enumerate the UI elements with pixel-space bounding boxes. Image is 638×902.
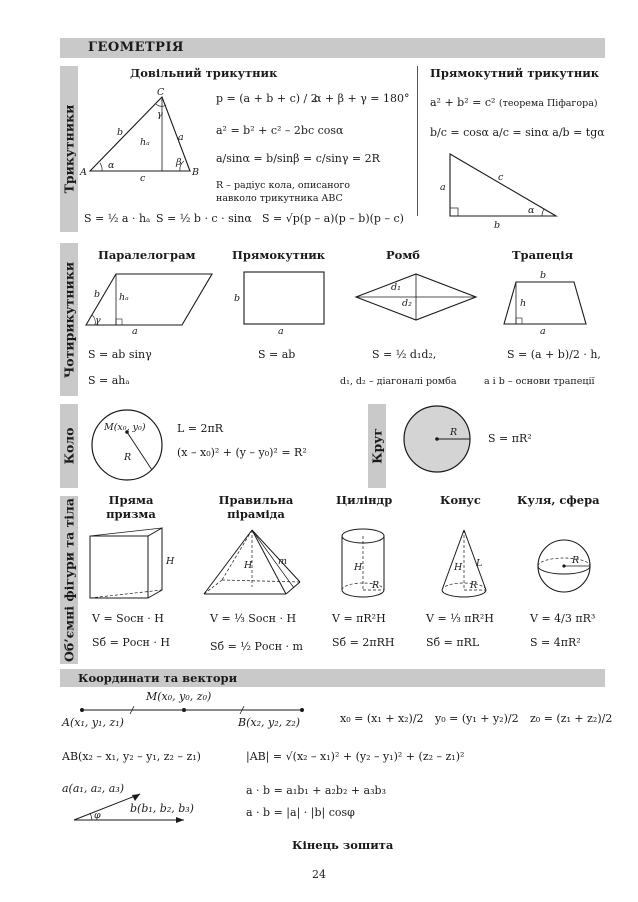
rectangle-title: Прямокутник	[232, 248, 326, 262]
prism-lateral-area: Sб = Pосн · H	[92, 636, 170, 649]
svg-text:hₐ: hₐ	[140, 137, 150, 148]
formula-midpoint-x: x₀ = (x₁ + x₂)/2	[340, 712, 424, 725]
svg-text:H: H	[354, 562, 363, 573]
svg-text:a: a	[540, 326, 546, 337]
formula-area-height: S = ½ a · hₐ	[84, 212, 151, 225]
midpoint-label: M(x₀, y₀, z₀)	[146, 690, 212, 703]
prism-volume: V = Sосн · H	[92, 612, 164, 625]
circle-center-label: M(x₀, y₀)	[104, 422, 146, 433]
svg-text:c: c	[140, 173, 146, 184]
svg-text:c: c	[498, 172, 504, 183]
point-a-label: A(x₁, y₁, z₁)	[62, 716, 124, 729]
cylinder-title: Циліндр	[336, 493, 393, 507]
formula-vector-length: |AB| = √(x₂ – x₁)² + (y₂ – y₁)² + (z₂ – z₁)²	[246, 750, 465, 763]
section-header-coordinates	[60, 669, 605, 687]
svg-text:β: β	[176, 157, 182, 168]
pyramid-lateral-area: Sб = ½ Pосн · m	[210, 640, 303, 653]
trapezoid-note: a і b – основи трапеції	[484, 376, 595, 387]
pyramid-title-1: Правильна	[218, 493, 294, 507]
pyramid-volume: V = ⅓ Sосн · H	[210, 612, 297, 625]
formula-dot-product-coords: a · b = a₁b₁ + a₂b₂ + a₃b₃	[246, 784, 386, 797]
formula-angle-sum: α + β + γ = 180°	[314, 92, 410, 105]
sidebar-disk	[368, 404, 386, 488]
rectangle-formula: S = ab	[258, 348, 296, 361]
svg-text:d₁: d₁	[391, 282, 401, 293]
pyramid-title-2: піраміда	[227, 507, 285, 521]
svg-text:C: C	[157, 87, 165, 98]
sidebar-label: Чотирикутники	[61, 261, 77, 378]
formula-area-sine: S = ½ b · c · sinα	[156, 212, 252, 225]
sidebar-triangles	[60, 66, 78, 232]
svg-text:γ: γ	[95, 315, 101, 326]
svg-text:α: α	[528, 205, 535, 216]
svg-text:m: m	[278, 556, 288, 567]
right-triangle-figure	[440, 150, 570, 231]
trapezoid-title: Трапеція	[512, 248, 574, 262]
rectangle-figure	[234, 272, 330, 337]
cone-figure	[440, 528, 490, 600]
circle-equation: (x – x₀)² + (y – y₀)² = R²	[177, 446, 307, 459]
trapezoid-figure	[500, 270, 590, 340]
svg-text:a: a	[178, 132, 184, 143]
svg-text:R: R	[372, 580, 380, 591]
page-number: 24	[312, 868, 326, 881]
parallelogram-figure	[86, 270, 216, 340]
sphere-figure	[536, 538, 596, 598]
section-header-geometry	[60, 38, 605, 58]
vector-b-label: b(b₁, b₂, b₃)	[130, 802, 194, 815]
formula-dot-product-angle: a · b = |a| · |b| cosφ	[246, 806, 355, 819]
parallelogram-formula-height: S = ahₐ	[88, 374, 130, 387]
sidebar-label: Круг	[369, 428, 385, 464]
sidebar-solids	[60, 496, 78, 664]
svg-text:R: R	[470, 580, 478, 591]
svg-text:R: R	[572, 555, 580, 566]
formula-trig-ratios: b/c = cosα a/c = sinα a/b = tgα	[430, 126, 605, 139]
cone-volume: V = ⅓ πR²H	[426, 612, 494, 625]
sidebar-label: Трикутники	[61, 104, 77, 194]
formula-midpoint-y: y₀ = (y₁ + y₂)/2	[435, 712, 519, 725]
svg-text:b: b	[494, 220, 501, 231]
svg-text:h: h	[520, 298, 527, 309]
cylinder-volume: V = πR²H	[332, 612, 386, 625]
formula-vector-coords: AB(x₂ – x₁, y₂ – y₁, z₂ – z₁)	[62, 750, 201, 763]
coords-title: Координати та вектори	[78, 671, 238, 685]
circle-radius-label: R	[124, 452, 132, 463]
svg-text:b: b	[117, 127, 124, 138]
pythagoras-note: (теорема Піфагора)	[498, 98, 598, 109]
svg-text:α: α	[108, 160, 115, 171]
vector-a-label: a(a₁, a₂, a₃)	[62, 782, 125, 795]
rhombus-formula: S = ½ d₁d₂,	[372, 348, 437, 361]
svg-text:L: L	[476, 558, 483, 569]
trapezoid-formula: S = (a + b)/2 · h,	[507, 348, 601, 361]
formula-law-of-sines: a/sinα = b/sinβ = c/sinγ = 2R	[216, 152, 380, 165]
formula-midpoint-z: z₀ = (z₁ + z₂)/2	[530, 712, 613, 725]
general-triangle-figure	[80, 85, 210, 185]
header-title: ГЕОМЕТРІЯ	[88, 40, 185, 55]
svg-text:b: b	[94, 289, 101, 300]
sphere-volume: V = 4/3 πR³	[530, 612, 596, 625]
svg-text:a: a	[278, 326, 284, 337]
svg-text:a: a	[440, 182, 446, 193]
parallelogram-title: Паралелограм	[98, 248, 196, 262]
general-triangle-title: Довільний трикутник	[130, 66, 278, 80]
svg-text:b: b	[540, 270, 547, 281]
cylinder-lateral-area: Sб = 2πRH	[332, 636, 395, 649]
svg-text:φ: φ	[94, 810, 101, 821]
cylinder-figure	[340, 526, 390, 602]
circle-figure	[88, 406, 168, 486]
sphere-title: Куля, сфера	[517, 493, 600, 507]
svg-text:A: A	[80, 167, 87, 178]
disk-area-formula: S = πR²	[488, 432, 532, 445]
svg-text:hₐ: hₐ	[119, 292, 129, 303]
rhombus-note: d₁, d₂ – діагоналі ромба	[340, 376, 457, 387]
sidebar-quadrilaterals	[60, 243, 78, 396]
rhombus-figure	[350, 270, 490, 330]
svg-text:H: H	[244, 560, 253, 571]
sidebar-label: Коло	[61, 427, 77, 465]
prism-figure	[88, 528, 178, 604]
circle-length-formula: L = 2πR	[177, 422, 224, 435]
point-b-label: B(x₂, y₂, z₂)	[238, 716, 301, 729]
prism-title	[94, 493, 168, 521]
svg-text:H: H	[454, 562, 463, 573]
rhombus-title: Ромб	[386, 248, 420, 262]
cone-lateral-area: Sб = πRL	[426, 636, 480, 649]
end-of-notebook: Кінець зошита	[292, 838, 394, 852]
svg-text:b: b	[234, 293, 241, 304]
svg-text:γ: γ	[157, 109, 163, 120]
svg-text:H: H	[166, 556, 175, 567]
right-triangle-title: Прямокутний трикутник	[430, 66, 600, 80]
sidebar-label: Об’ємні фігури та тіла	[61, 498, 77, 662]
svg-text:d₂: d₂	[402, 298, 412, 309]
pythagoras-formula: a² + b² = c²	[430, 96, 496, 109]
pyramid-figure	[200, 528, 306, 600]
formula-law-of-cosines: a² = b² + c² – 2bc cosα	[216, 124, 344, 137]
formula-area-heron: S = √p(p – a)(p – b)(p – c)	[262, 212, 404, 225]
note-circumradius-2: навколо трикутника ABC	[216, 193, 343, 204]
disk-radius-label: R	[450, 427, 458, 438]
svg-text:a: a	[132, 326, 138, 337]
cone-title: Конус	[440, 493, 481, 507]
svg-text:B: B	[192, 167, 199, 178]
pyramid-title	[206, 493, 306, 521]
sidebar-circle	[60, 404, 78, 488]
sphere-surface-area: S = 4πR²	[530, 636, 581, 649]
formula-semiperimeter: p = (a + b + c) / 2	[216, 92, 318, 105]
formula-pythagoras	[430, 96, 598, 109]
note-circumradius-1: R – радіус кола, описаного	[216, 180, 351, 191]
parallelogram-formula-sine: S = ab sinγ	[88, 348, 152, 361]
disk-figure	[402, 404, 482, 484]
divider	[417, 66, 418, 216]
prism-title-1: Пряма	[108, 493, 154, 507]
prism-title-2: призма	[106, 507, 156, 521]
